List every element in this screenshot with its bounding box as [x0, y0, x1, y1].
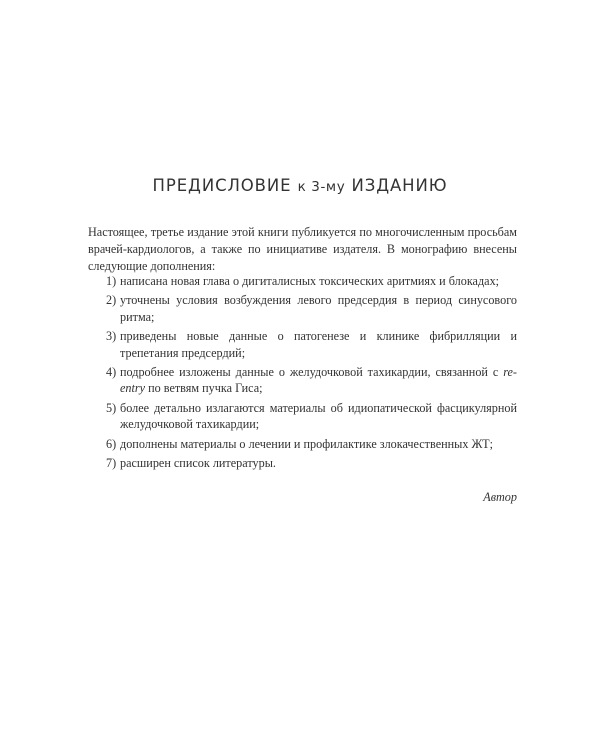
list-item [88, 400, 517, 433]
list-item [88, 292, 517, 325]
list-item-text: приведены новые данные о патогенезе и клинике фибрилляции и трепетания предсердий; [120, 329, 517, 360]
title-part-2: к 3-му [297, 179, 346, 195]
list-item-number: 7) [106, 456, 117, 471]
list-item-number: 4) [106, 365, 117, 380]
page-title [0, 176, 600, 195]
list-item [88, 436, 517, 452]
list-item-number: 2) [106, 293, 117, 308]
list-item-text: написана новая глава о дигиталисных токсических аритмиях и блокадах; [120, 274, 500, 288]
list-item-text-before: подробнее изложены данные о желудочковой тахикардии, связанной с [120, 365, 504, 380]
title-part-1: ПРЕДИСЛОВИЕ [152, 176, 292, 195]
list-item-italic-term: re-entry [120, 365, 517, 396]
list-item-number: 5) [106, 400, 117, 415]
list-item-text-after: по ветвям пучка Гиса; [145, 381, 263, 396]
title-part-3: ИЗДАНИЮ [351, 176, 448, 195]
list-item [88, 328, 517, 361]
list-item-text: уточнены условия возбуждения левого предсердия в период синусового ритма; [120, 293, 517, 324]
list-item-number: 1) [106, 274, 117, 288]
author-signature: Автор [483, 490, 517, 504]
list-item-number: 6) [106, 436, 117, 451]
list-item-text: расширен список литературы. [120, 456, 276, 471]
additions-list [88, 273, 517, 474]
intro-paragraph: Настоящее, третье издание этой книги публикуется по многочисленным просьбам врачей-кардиологов, а также по инициативе издателя. В монографию внесены следующие дополнения: [88, 225, 517, 273]
list-item [88, 364, 517, 397]
list-item-text: дополнены материалы о лечении и профилактике злокачественных ЖТ; [120, 436, 494, 451]
list-item [88, 273, 517, 289]
list-item-text: более детально излагаются материалы об идиопатической фасцикулярной желудочковой тахикардии; [120, 400, 517, 432]
list-item-number: 3) [106, 329, 117, 344]
list-item [88, 455, 517, 471]
